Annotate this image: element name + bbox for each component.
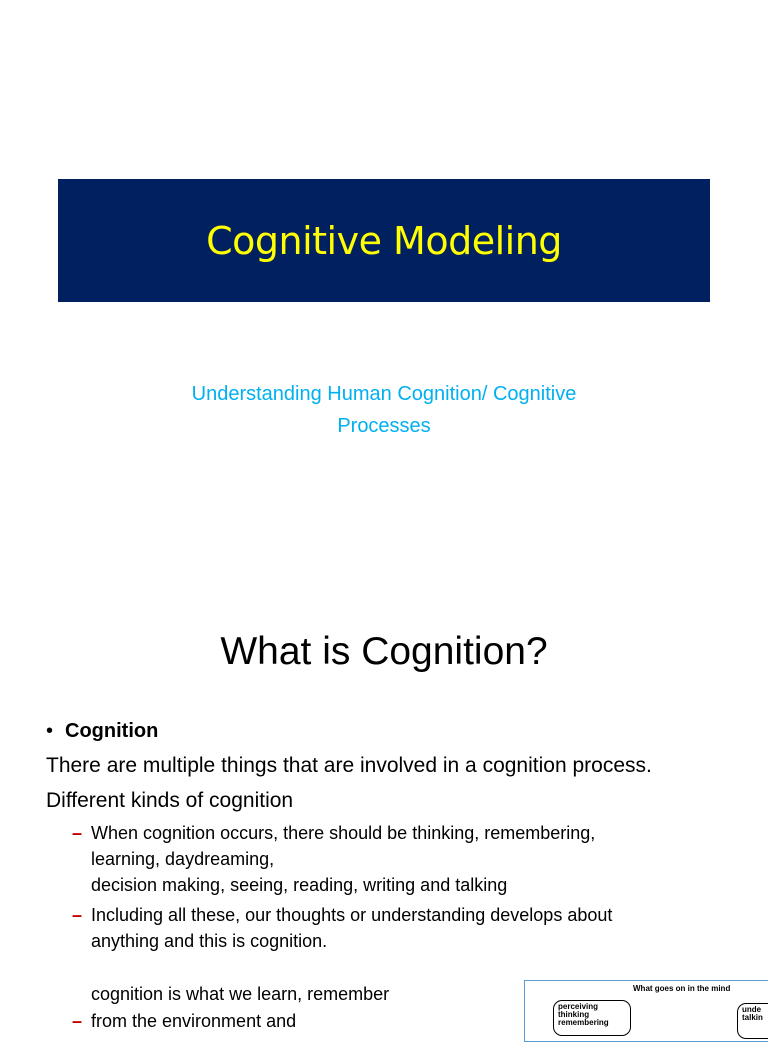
bullet-dot-icon: • (46, 720, 54, 742)
title-band (58, 179, 710, 302)
body-line: cognition is what we learn, remember (91, 984, 390, 1004)
dash-icon: – (72, 905, 83, 925)
slide-subtitle (120, 378, 648, 442)
subtitle-line-1: Understanding Human Cognition/ Cognitive (191, 383, 577, 405)
body-line: There are multiple things that are involved in a cognition process. (46, 754, 652, 777)
subtitle-line-2: Processes (337, 415, 431, 437)
dash-icon: – (72, 1011, 83, 1031)
slide-title: Cognitive Modeling (206, 218, 562, 263)
slide-heading: What is Cognition? (220, 630, 548, 673)
mind-diagram (524, 980, 768, 1042)
body-line: Different kinds of cognition (46, 789, 294, 812)
bullet-item (46, 718, 158, 744)
dash-list-item (72, 902, 612, 954)
diagram-box-left-text: perceiving thinking remembering (558, 1002, 609, 1027)
dash-list-item (72, 820, 595, 898)
dash-item-text: from the environment and (91, 1011, 297, 1031)
diagram-box-left (553, 1000, 631, 1036)
dash-item-text: Including all these, our thoughts or understanding develops about anything and this is cognition. (91, 905, 613, 951)
bullet-label: Cognition (65, 720, 159, 742)
diagram-box-right-text: unde talkin (742, 1005, 763, 1022)
diagram-box-right (737, 1003, 768, 1039)
dash-icon: – (72, 823, 83, 843)
dash-item-text: When cognition occurs, there should be thinking, remembering, learning, daydreaming, decision making, seeing, reading, writing and talking (91, 823, 596, 895)
dash-list-item (72, 1008, 296, 1034)
diagram-title: What goes on in the mind (633, 984, 731, 993)
